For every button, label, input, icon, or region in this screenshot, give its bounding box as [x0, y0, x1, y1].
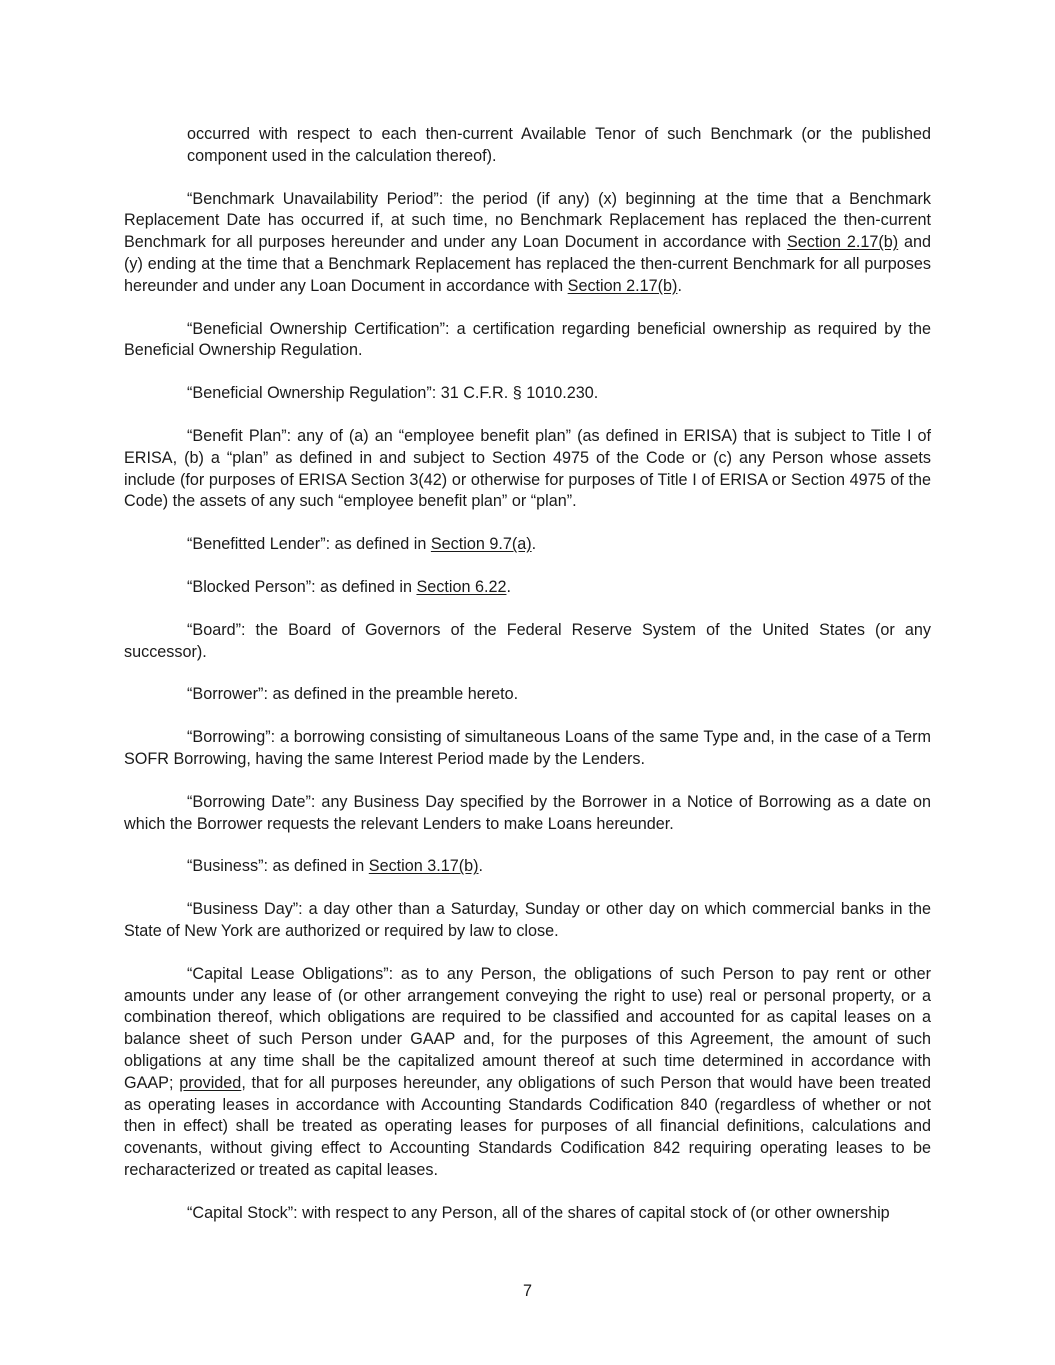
- paragraph-text: “Board”: the Board of Governors of the Federal Reserve System of the United States (or any successor).: [124, 620, 931, 661]
- paragraph-text: “Business Day”: a day other than a Saturday, Sunday or other day on which commercial banks in the State of New York are authorized or required by law to close.: [124, 900, 931, 940]
- cross-reference: Section 9.7(a): [430, 535, 532, 554]
- definition-paragraph: [124, 577, 931, 599]
- document-body: [124, 124, 931, 1245]
- cross-reference: provided: [179, 1073, 242, 1092]
- paragraph-text: .: [478, 857, 484, 876]
- definition-paragraph: [124, 856, 931, 878]
- paragraph-text: “Beneficial Ownership Certification”: a certification regarding beneficial ownership as required by the Beneficial Ownership Regulation.: [124, 319, 931, 360]
- cross-reference: Section 6.22: [416, 577, 507, 596]
- definition-paragraph: [124, 684, 931, 706]
- paragraph-text: “Blocked Person”: as defined in: [187, 577, 417, 596]
- paragraph-text: and (y) ending at the time that a Benchmark Replacement has replaced the then-current Benchmark for all purposes hereunder and under any Loan Document in accordance with: [124, 233, 931, 295]
- paragraph-text: , that for all purposes hereunder, any obligations of such Person that would have been treated as operating leases in accordance with Accounting Standards Codification 840 (regardless of whether or not then in effect) shall be treated as operating leases for purposes of all financial definitions, calculations and covenants, without giving effect to Accounting Standards Codification 842 requiring operating leases to be recharacterized or treated as capital leases.: [124, 1073, 931, 1179]
- definition-paragraph: [124, 426, 931, 513]
- definition-paragraph: [124, 964, 931, 1182]
- definition-paragraph: [124, 383, 931, 405]
- paragraph-text: .: [506, 577, 511, 596]
- cross-reference: Section 2.17(b): [786, 233, 899, 252]
- definition-paragraph: [124, 620, 931, 664]
- definition-paragraph: [124, 1203, 931, 1225]
- paragraph-text: .: [677, 276, 682, 295]
- paragraph-text: “Benchmark Unavailability Period”: the period (if any) (x) beginning at the time that a Benchmark Replacement Date has occurred if, at such time, no Benchmark Replacement has replaced the then-current Benchmark for all purposes hereunder and under any Loan Document in accordance with: [124, 189, 931, 252]
- paragraph-text: occurred with respect to each then-current Available Tenor of such Benchmark (or the published component used in the calculation thereof).: [187, 125, 931, 165]
- paragraph-text: “Benefitted Lender”: as defined in: [187, 535, 431, 554]
- paragraph-text: “Beneficial Ownership Regulation”: 31 C.F.R. § 1010.230.: [187, 384, 599, 403]
- paragraph-text: “Benefit Plan”: any of (a) an “employee benefit plan” (as defined in ERISA) that is subject to Title I of ERISA, (b) a “plan” as defined in and subject to Section 4975 of the Code or (c) any Person whose assets include (for purposes of ERISA Section 3(42) or otherwise for purposes of Title I of ERISA or Section 4975 of the Code) the assets of any such “employee benefit plan” or “plan”.: [124, 426, 931, 511]
- paragraph-text: “Borrower”: as defined in the preamble hereto.: [187, 685, 519, 704]
- definition-paragraph: [124, 534, 931, 556]
- definition-paragraph: [124, 792, 931, 836]
- definition-paragraph: [124, 189, 931, 298]
- definition-paragraph: [124, 899, 931, 943]
- paragraph-text: “Borrowing Date”: any Business Day specified by the Borrower in a Notice of Borrowing as a date on which the Borrower requests the relevant Lenders to make Loans hereunder.: [124, 792, 931, 833]
- definition-paragraph: [124, 319, 931, 363]
- paragraph-text: “Business”: as defined in: [187, 857, 369, 876]
- cross-reference: Section 3.17(b): [368, 857, 479, 876]
- paragraph-text: “Borrowing”: a borrowing consisting of simultaneous Loans of the same Type and, in the case of a Term SOFR Borrowing, having the same Interest Period made by the Lenders.: [124, 728, 931, 768]
- paragraph-text: “Capital Stock”: with respect to any Person, all of the shares of capital stock of (or other ownership: [187, 1203, 890, 1222]
- cross-reference: Section 2.17(b): [567, 276, 678, 295]
- definition-paragraph: [124, 727, 931, 771]
- continued-paragraph: [187, 124, 931, 168]
- page-number: 7: [522, 1282, 532, 1300]
- paragraph-text: “Capital Lease Obligations”: as to any Person, the obligations of such Person to pay rent or other amounts under any lease of (or other arrangement conveying the right to use) real or personal property, or a combination thereof, which obligations are required to be classified and accounted for as capital leases on a balance sheet of such Person under GAAP and, for the purposes of this Agreement, the amount of such obligations at any time shall be the capitalized amount thereof at such time determined in accordance with GAAP;: [124, 964, 931, 1092]
- paragraph-text: .: [531, 535, 537, 554]
